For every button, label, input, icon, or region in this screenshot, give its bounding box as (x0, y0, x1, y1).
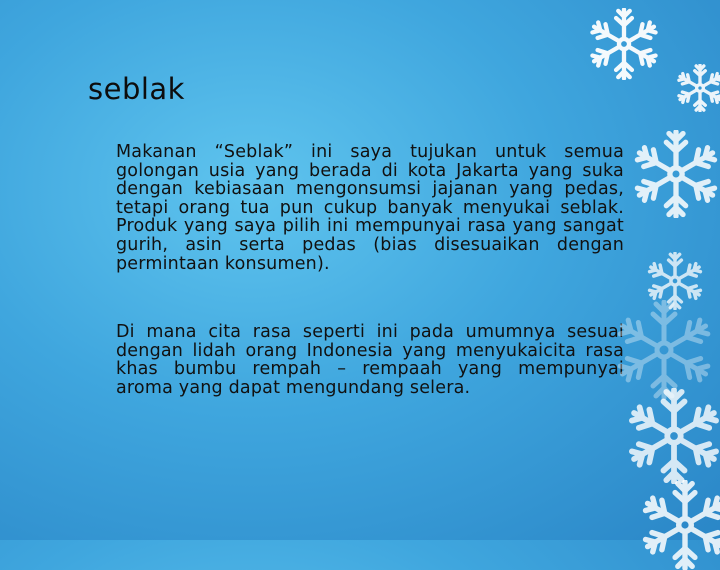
snowflake-icon (640, 480, 720, 570)
snowflake-icon (632, 130, 720, 218)
paragraph-2: Di mana cita rasa seperti ini pada umumnya sesuai dengan lidah orang Indonesia yang menyukaicita rasa khas bumbu rempah – rempaah yang mempunyai aroma yang dapat mengundang selera. (116, 322, 624, 398)
paragraph-1: Makanan “Seblak” ini saya tujukan untuk semua golongan usia yang berada di kota Jakarta yang suka dengan kebiasaan mengonsumsi jajanan yang pedas, tetapi orang tua pun cukup banyak menyukai seblak. Produk yang saya pilih ini mempunyai rasa yang sangat gurih, asin serta pedas (bias disesuaikan dengan permintaan konsumen). (116, 142, 624, 274)
snowflake-icon (614, 300, 714, 400)
snowflake-icon (676, 64, 720, 112)
slide-title: seblak (88, 72, 185, 106)
snowflake-icon (626, 388, 720, 484)
snowflake-icon (588, 8, 660, 80)
